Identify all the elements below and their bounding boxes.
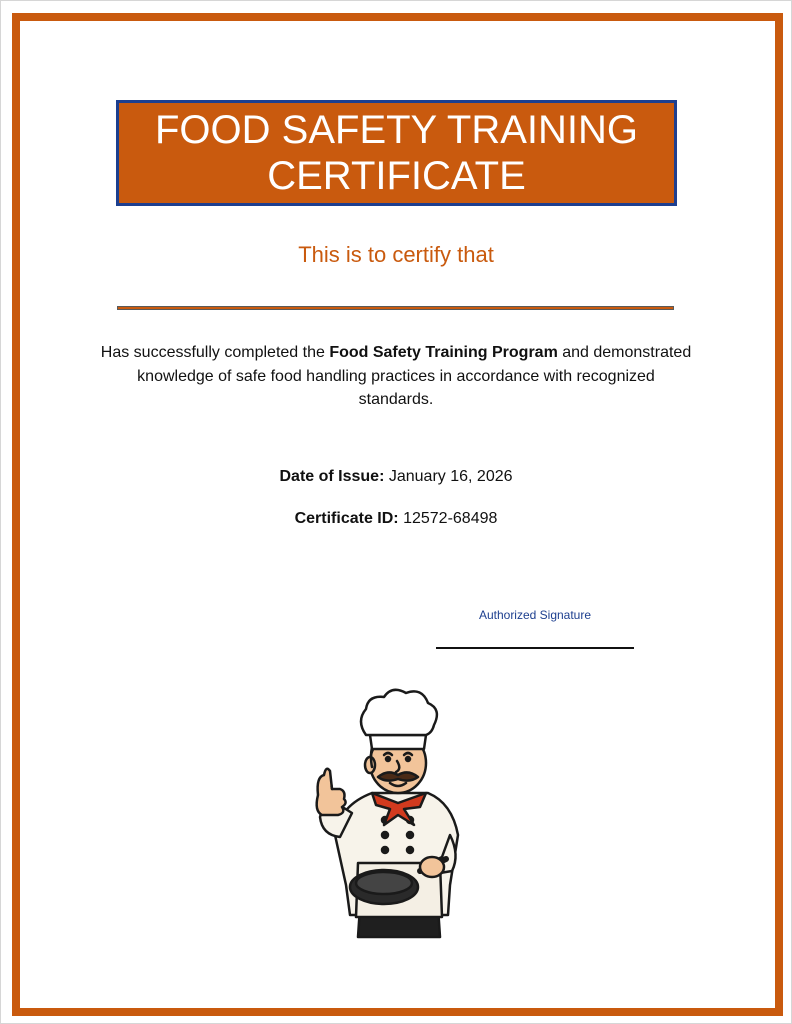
id-label: Certificate ID: [294,510,399,527]
certify-text: This is to certify that [298,242,494,267]
signature-line [436,647,634,649]
id-value: 12572-68498 [403,510,498,527]
title-line-1: FOOD SAFETY TRAINING [154,108,639,152]
date-label: Date of Issue: [279,468,385,485]
chef-thumbs-up-icon [300,685,470,943]
statement-prefix: Has successfully completed the [100,344,330,361]
date-of-issue [0,468,792,486]
title-line-2: CERTIFICATE [267,154,526,198]
statement-suffix: and demonstrated knowledge of safe food handling practices in accordance with recognized standards. [137,344,692,408]
recipient-name-line [117,306,674,310]
completion-statement [100,341,692,412]
certificate-title [116,100,677,206]
certificate-id [0,510,792,528]
program-name: Food Safety Training Program [329,344,558,361]
signature-label: Authorized Signature [478,608,592,622]
date-value: January 16, 2026 [388,468,513,485]
